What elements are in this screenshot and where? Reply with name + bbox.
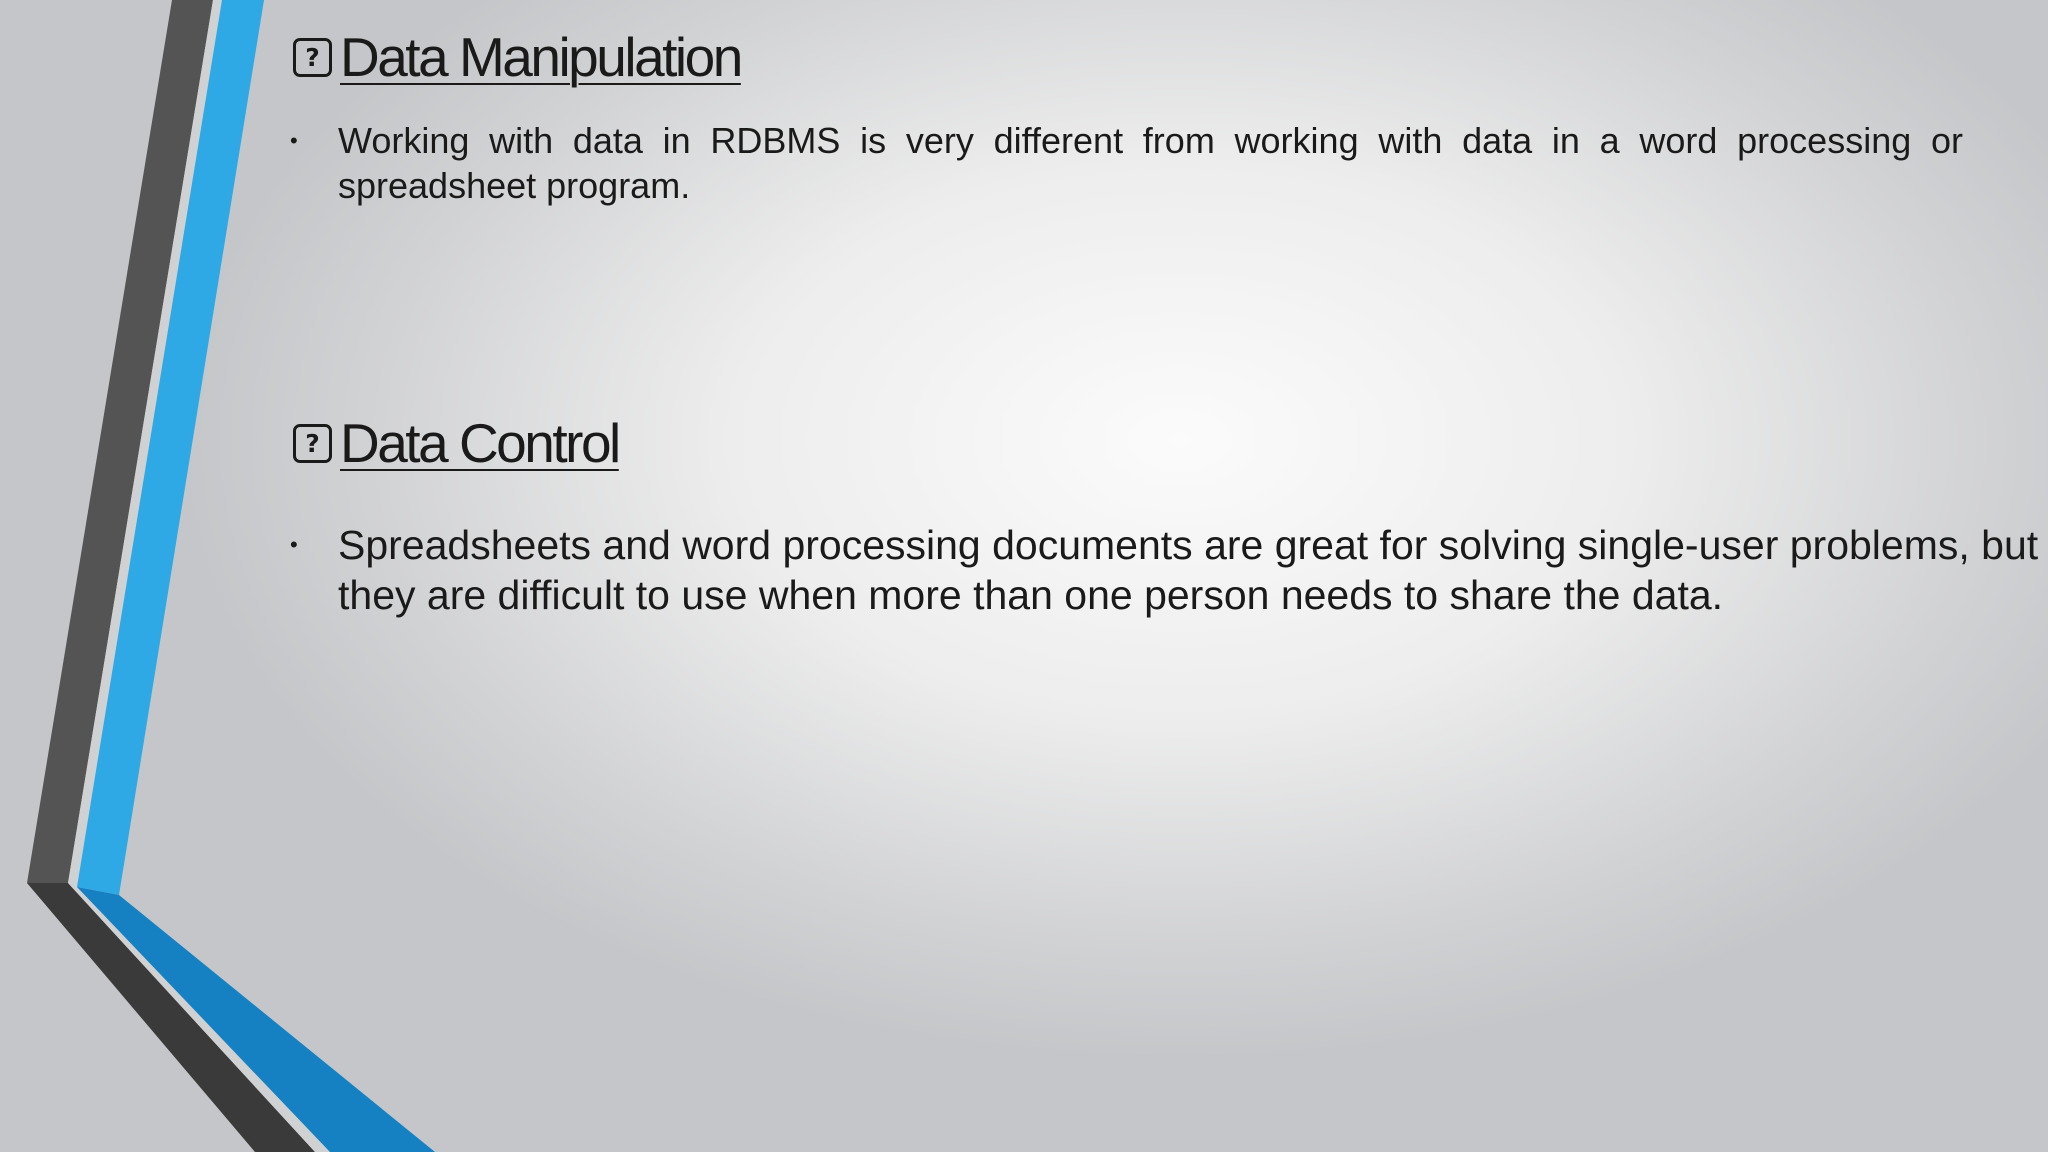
bullet-text-line: Spreadsheets and word processing documents are great for solving single-user problems, but xyxy=(338,522,2039,568)
bullet-marker: • xyxy=(290,532,298,557)
bullet-item xyxy=(290,520,2048,620)
section-data-control xyxy=(293,412,619,474)
section-title: Data Control xyxy=(340,412,619,474)
question-mark-box-icon: ? xyxy=(293,38,332,77)
light-lower-separator xyxy=(68,883,330,1152)
bullet-marker: • xyxy=(290,128,298,153)
heading-data-control xyxy=(293,412,619,474)
section-data-manipulation xyxy=(293,26,741,88)
section-title: Data Manipulation xyxy=(340,26,741,88)
light-separator-stripe xyxy=(68,0,222,887)
bullet-item xyxy=(290,118,1963,208)
bullet-text-line: they are difficult to use when more than one person needs to share the data. xyxy=(338,572,1724,618)
bullet-text: Working with data in RDBMS is very different from working with data in a word processing or spreadsheet program. xyxy=(338,120,1963,206)
heading-data-manipulation xyxy=(293,26,741,88)
charcoal-lower-stripe xyxy=(27,883,315,1152)
question-mark-box-icon: ? xyxy=(293,424,332,463)
bullet-text xyxy=(338,520,2048,620)
